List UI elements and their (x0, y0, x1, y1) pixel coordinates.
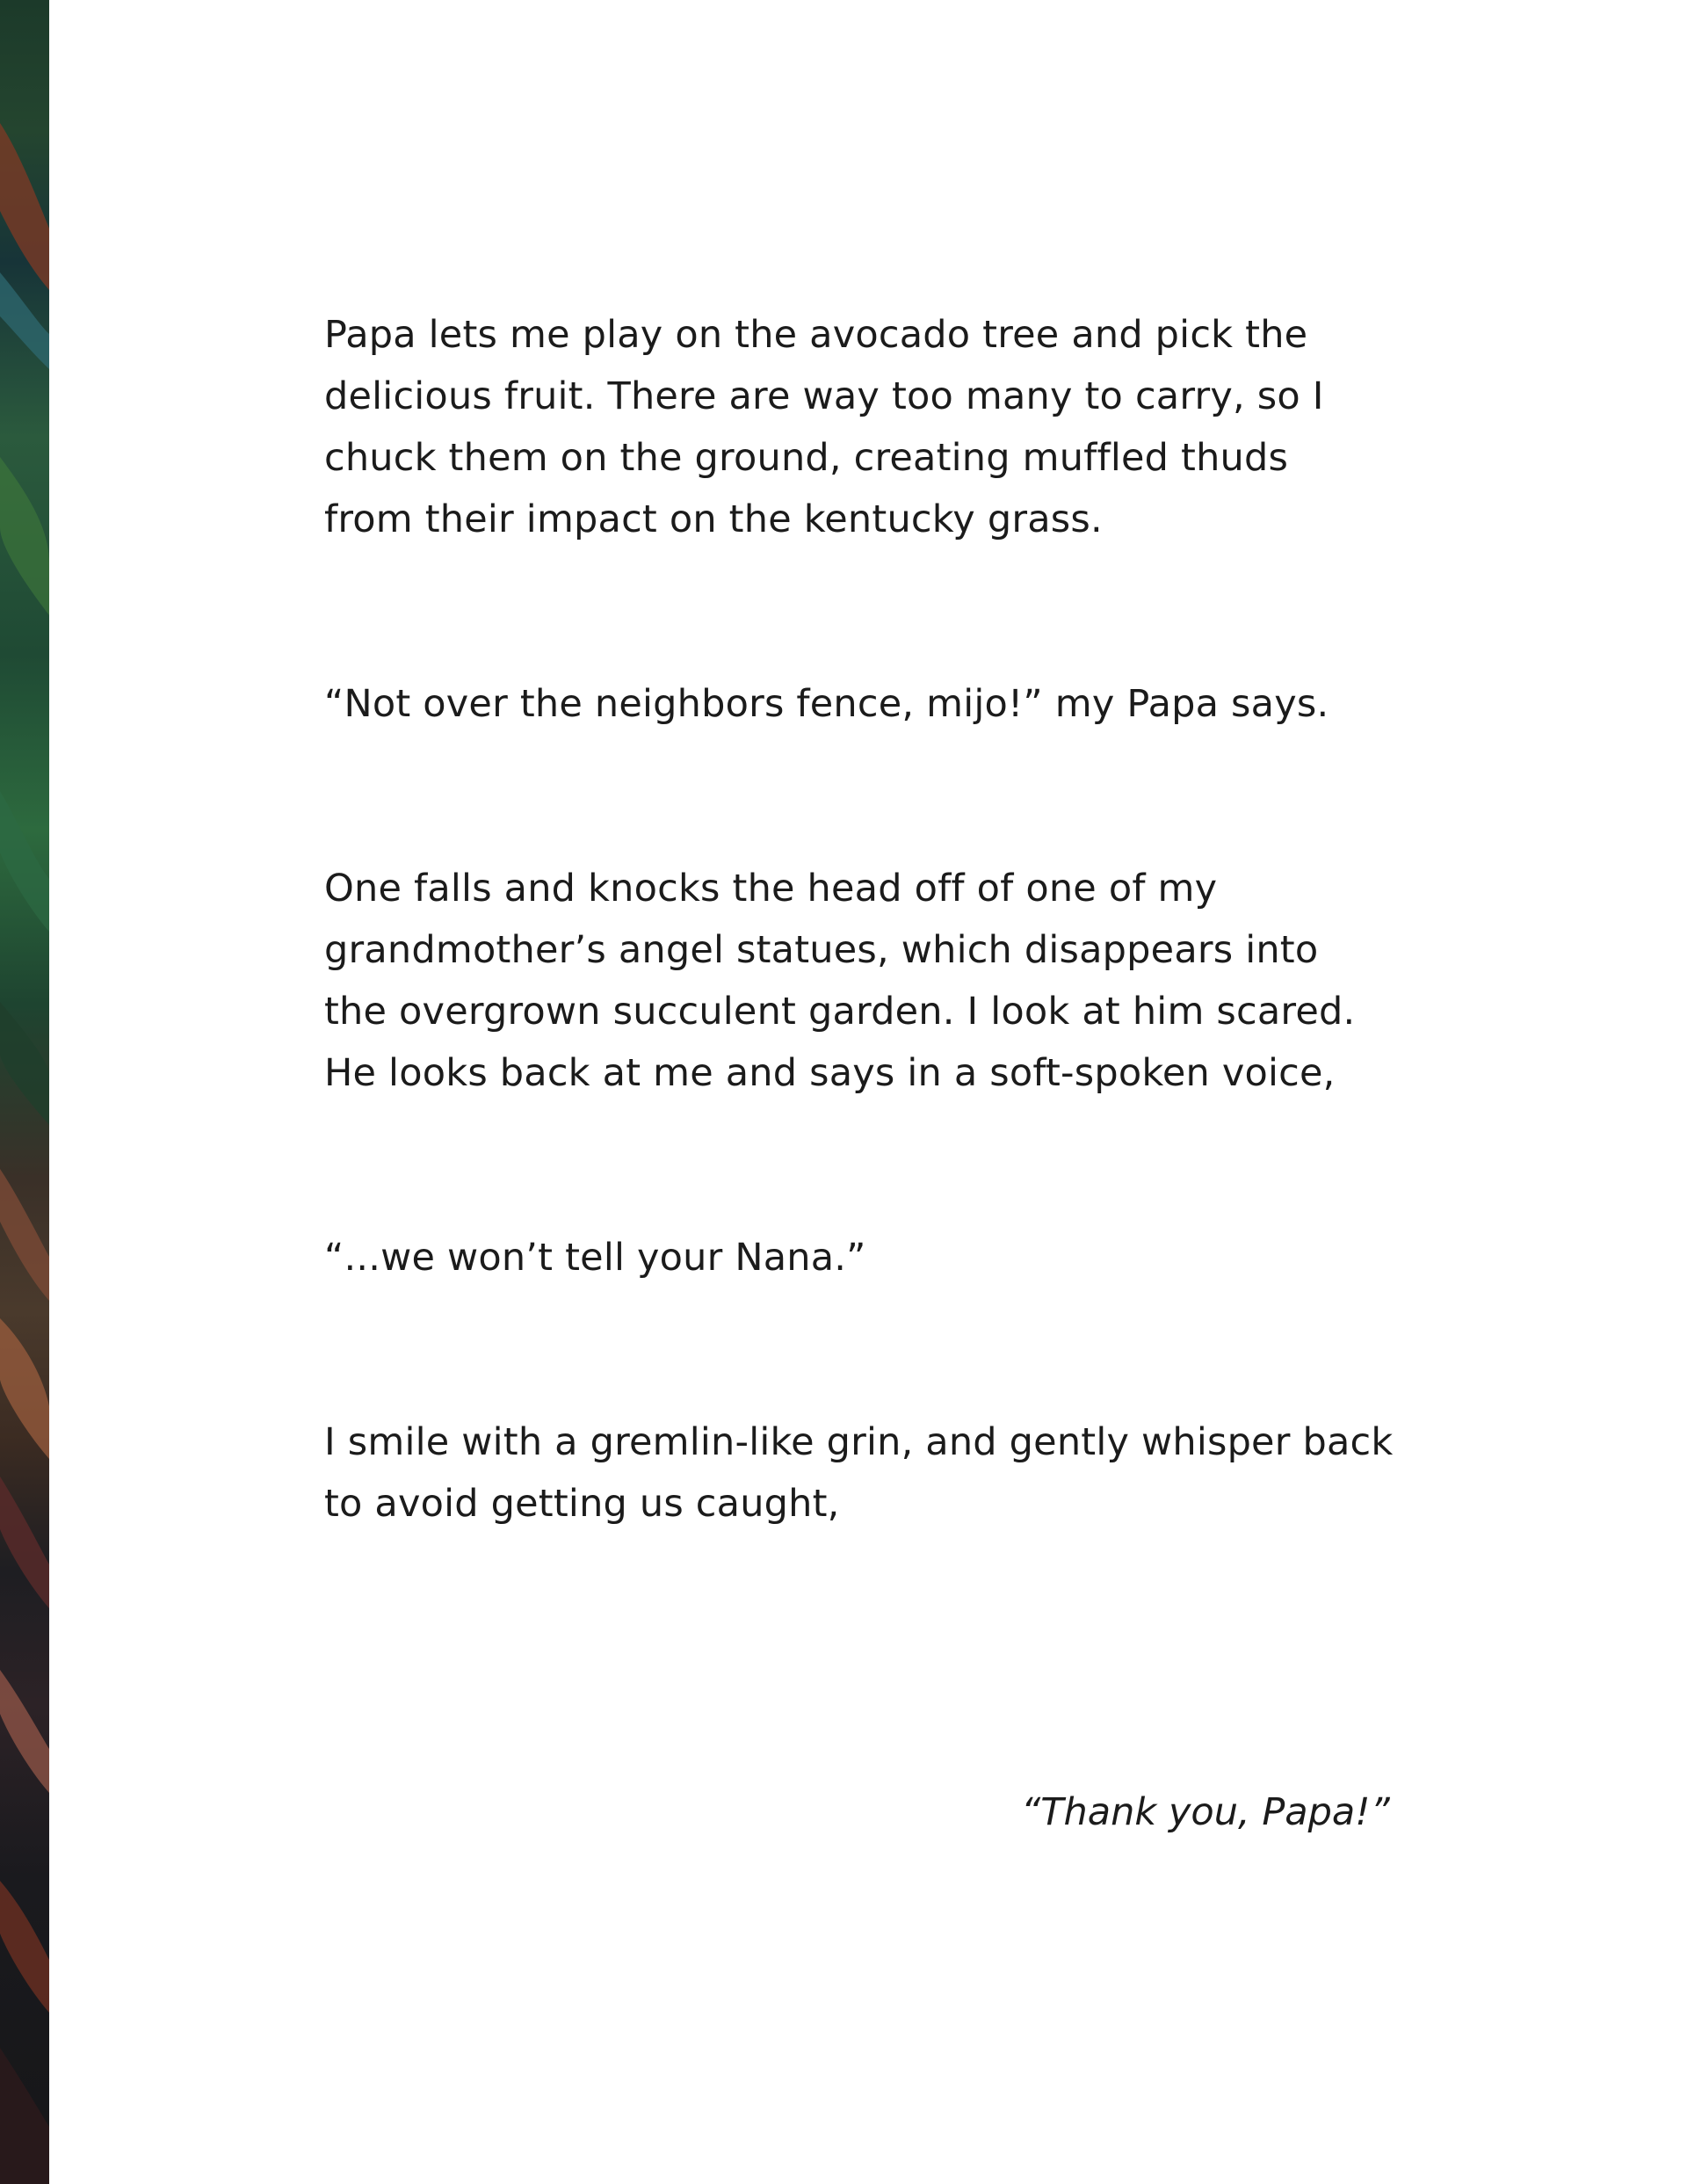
text-line: to avoid getting us caught, (324, 1482, 840, 1526)
painted-illustration-edge (0, 0, 49, 2184)
text-line: One falls and knocks the head off of one of my (324, 867, 1218, 911)
brush-strokes (0, 0, 49, 2184)
text-line: Papa lets me play on the avocado tree and pick the (324, 313, 1308, 357)
closing-quote: “Thank you, Papa!” (1021, 1790, 1390, 1834)
paragraph-angel-statue (324, 858, 1414, 1104)
text-line: delicious fruit. There are way too many to carry, so I (324, 374, 1324, 418)
text-line: chuck them on the ground, creating muffled thuds (324, 436, 1289, 480)
paragraph-avocado-tree (324, 304, 1414, 550)
paragraph-gremlin-grin (324, 1411, 1414, 1535)
text-line: grandmother’s angel statues, which disappears into (324, 928, 1319, 972)
story-text (324, 304, 1414, 1535)
text-line: “Not over the neighbors fence, mijo!” my Papa says. (324, 682, 1329, 726)
paragraph-nana-secret (324, 1227, 1414, 1288)
text-line: from their impact on the kentucky grass. (324, 497, 1103, 541)
text-line: “...we won’t tell your Nana.” (324, 1236, 866, 1280)
text-line: He looks back at me and says in a soft-spoken voice, (324, 1051, 1336, 1095)
paragraph-neighbors-fence (324, 673, 1414, 735)
text-line: the overgrown succulent garden. I look at him scared. (324, 990, 1356, 1034)
text-line: I smile with a gremlin-like grin, and gently whisper back (324, 1420, 1394, 1464)
